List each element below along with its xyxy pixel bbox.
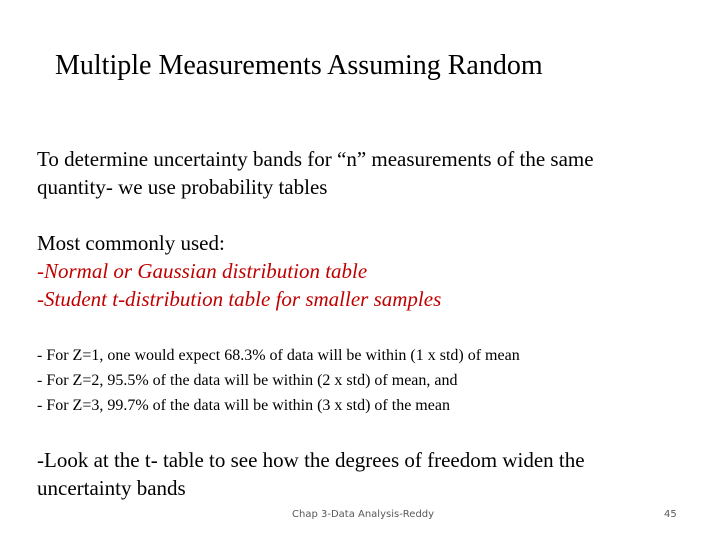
intro-paragraph — [37, 145, 697, 201]
page-number: 45 — [664, 509, 677, 520]
usage-item-student-t: -Student t-distribution table for smaller samples — [37, 287, 442, 311]
usage-heading: Most commonly used: — [37, 231, 225, 255]
z-rule-3: - For Z=3, 99.7% of the data will be within (3 x std) of the mean — [37, 397, 450, 414]
closing-line-2: uncertainty bands — [37, 476, 186, 500]
slide-title: Multiple Measurements Assuming Random — [55, 50, 543, 81]
z-rules-list — [37, 343, 520, 418]
usage-section — [37, 229, 697, 313]
closing-line-1: -Look at the t- table to see how the degrees of freedom widen the — [37, 448, 585, 472]
intro-line-1: To determine uncertainty bands for “n” measurements of the same — [37, 147, 594, 171]
z-rule-2: - For Z=2, 95.5% of the data will be within (2 x std) of mean, and — [37, 372, 458, 389]
z-rule-1: - For Z=1, one would expect 68.3% of data will be within (1 x std) of mean — [37, 347, 520, 364]
intro-line-2: quantity- we use probability tables — [37, 175, 328, 199]
usage-item-normal: -Normal or Gaussian distribution table — [37, 259, 368, 283]
footer-source: Chap 3-Data Analysis-Reddy — [292, 509, 435, 520]
closing-paragraph — [37, 446, 687, 502]
